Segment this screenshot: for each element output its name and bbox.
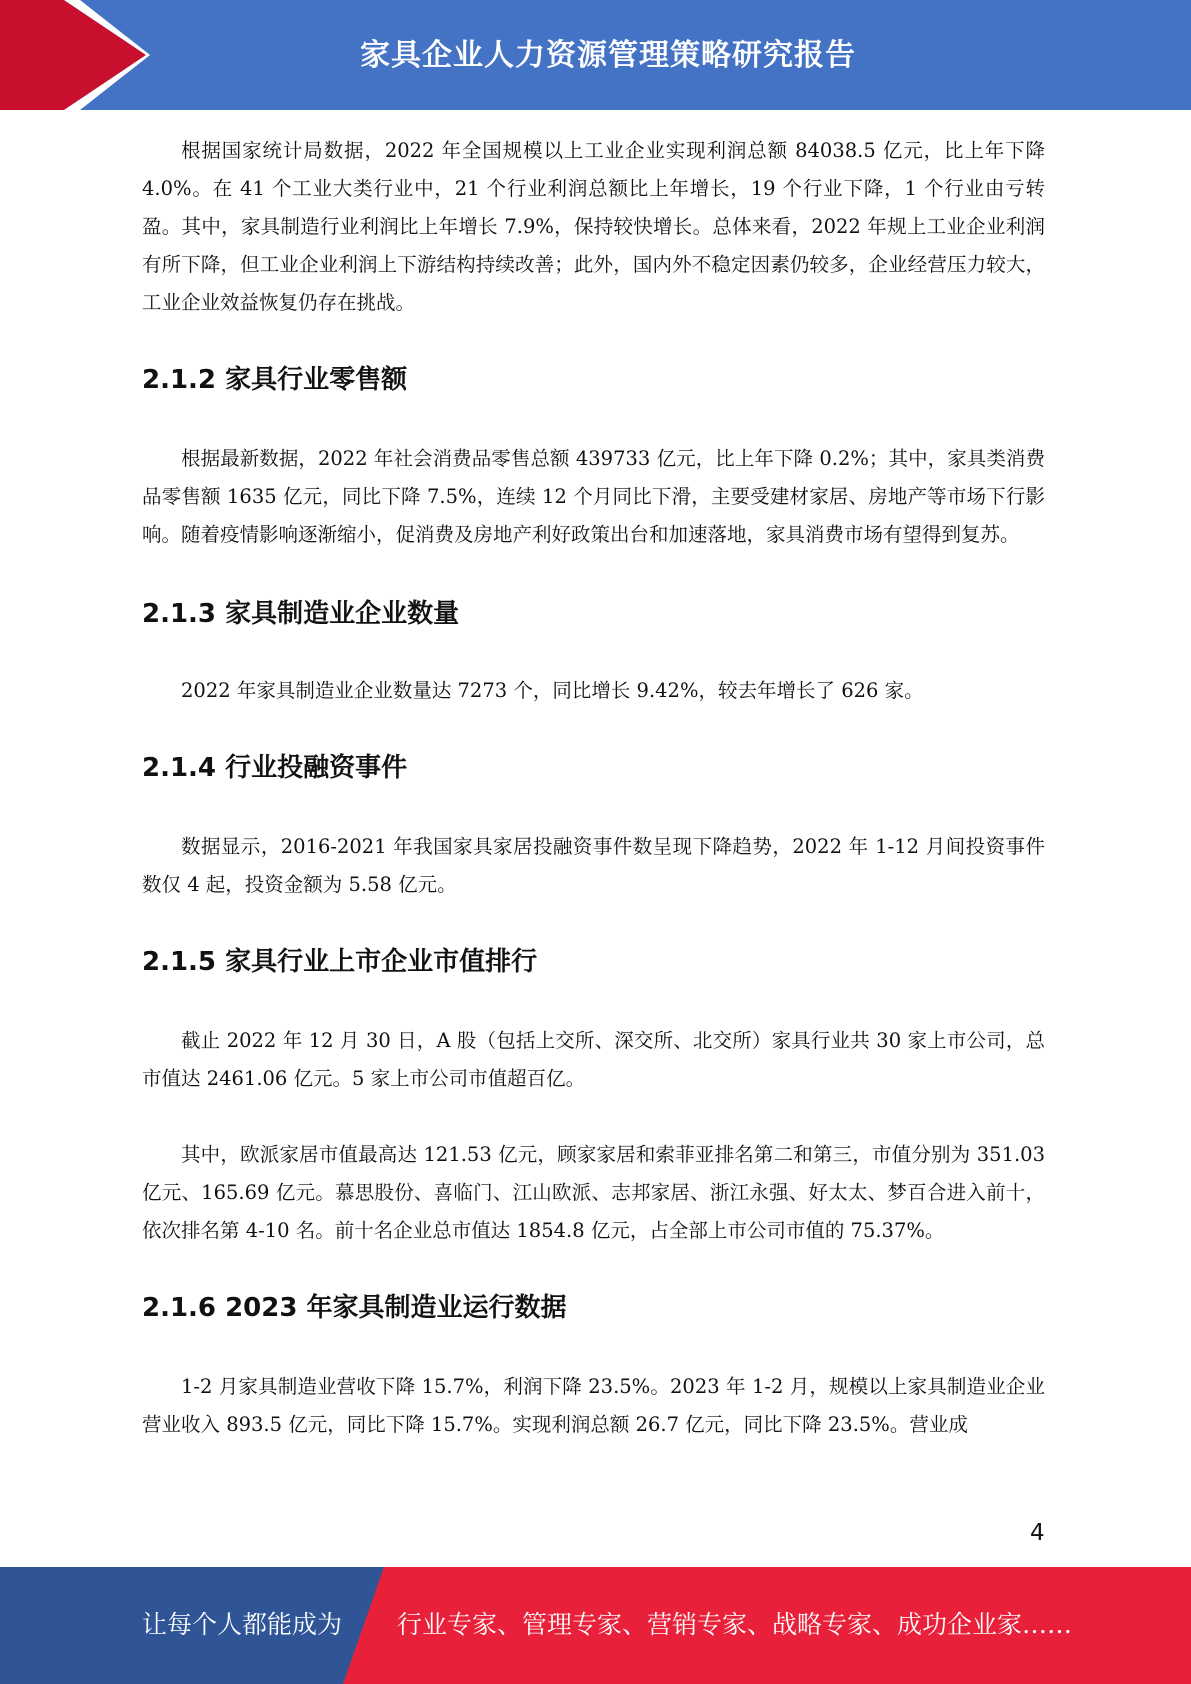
page-header-banner [0, 0, 1191, 110]
document-body [142, 132, 1045, 1444]
paragraph-retail-sales: 根据最新数据，2022 年社会消费品零售总额 439733 亿元，比上年下降 0.2%；其中，家具类消费品零售额 1635 亿元，同比下降 7.5%，连续 12 个月同比下滑，主要受建材家居、房地产等市场下行影响。随着疫情影响逐渐缩小，促消费及房地产利好政策出台和加速落地，家具消费市场有望得到复苏。 [142, 447, 1045, 546]
red-arrow-decoration [0, 0, 160, 110]
section-heading-2-1-5: 2.1.5 家具行业上市企业市值排行 [142, 947, 538, 977]
paragraph-investment-events: 数据显示，2016-2021 年我国家具家居投融资事件数呈现下降趋势，2022 年 1-12 月间投资事件数仅 4 起，投资金额为 5.58 亿元。 [142, 835, 1045, 896]
paragraph-enterprise-count: 2022 年家具制造业企业数量达 7273 个，同比增长 9.42%，较去年增长了 626 家。 [181, 679, 924, 702]
report-title: 家具企业人力资源管理策略研究报告 [360, 38, 856, 73]
section-heading-2-1-4: 2.1.4 行业投融资事件 [142, 753, 408, 783]
paragraph-listed-companies: 截止 2022 年 12 月 30 日，A 股（包括上交所、深交所、北交所）家具行业共 30 家上市公司，总市值达 2461.06 亿元。5 家上市公司市值超百亿。 [142, 1029, 1045, 1090]
paragraph-industrial-profit: 根据国家统计局数据，2022 年全国规模以上工业企业实现利润总额 84038.5 亿元，比上年下降 4.0%。在 41 个工业大类行业中，21 个行业利润总额比上年增长，19 个行业下降，1 个行业由亏转盈。其中，家具制造行业利润比上年增长 7.9%，保持较快增长。总体来看，2022 年规上工业企业利润有所下降，但工业企业利润上下游结构持续改善；此外，国内外不稳定因素仍较多，企业经营压力较大，工业企业效益恢复仍存在挑战。 [142, 139, 1046, 314]
page-number: 4 [1030, 1520, 1045, 1546]
paragraph-2023-operating-data: 1-2 月家具制造业营收下降 15.7%，利润下降 23.5%。2023 年 1-2 月，规模以上家具制造业企业营业收入 893.5 亿元，同比下降 15.7%。实现利润总额 26.7 亿元，同比下降 23.5%。营业成 [142, 1375, 1045, 1436]
section-heading-2-1-3: 2.1.3 家具制造业企业数量 [142, 599, 460, 629]
paragraph-market-value-ranking: 其中，欧派家居市值最高达 121.53 亿元，顾家家居和索菲亚排名第二和第三，市值分别为 351.03 亿元、165.69 亿元。慕思股份、喜临门、江山欧派、志邦家居、浙江永强、好太太、梦百合进入前十，依次排名第 4-10 名。前十名企业总市值达 1854.8 亿元，占全部上市公司市值的 75.37%。 [142, 1143, 1045, 1242]
footer-slogan-left: 让每个人都能成为 [142, 1610, 343, 1639]
footer-slogan-right: 行业专家、管理专家、营销专家、战略专家、成功企业家…… [397, 1610, 1073, 1639]
section-heading-2-1-2: 2.1.2 家具行业零售额 [142, 365, 408, 395]
page-footer-banner [0, 1567, 1191, 1684]
section-heading-2-1-6: 2.1.6 2023 年家具制造业运行数据 [142, 1293, 567, 1323]
